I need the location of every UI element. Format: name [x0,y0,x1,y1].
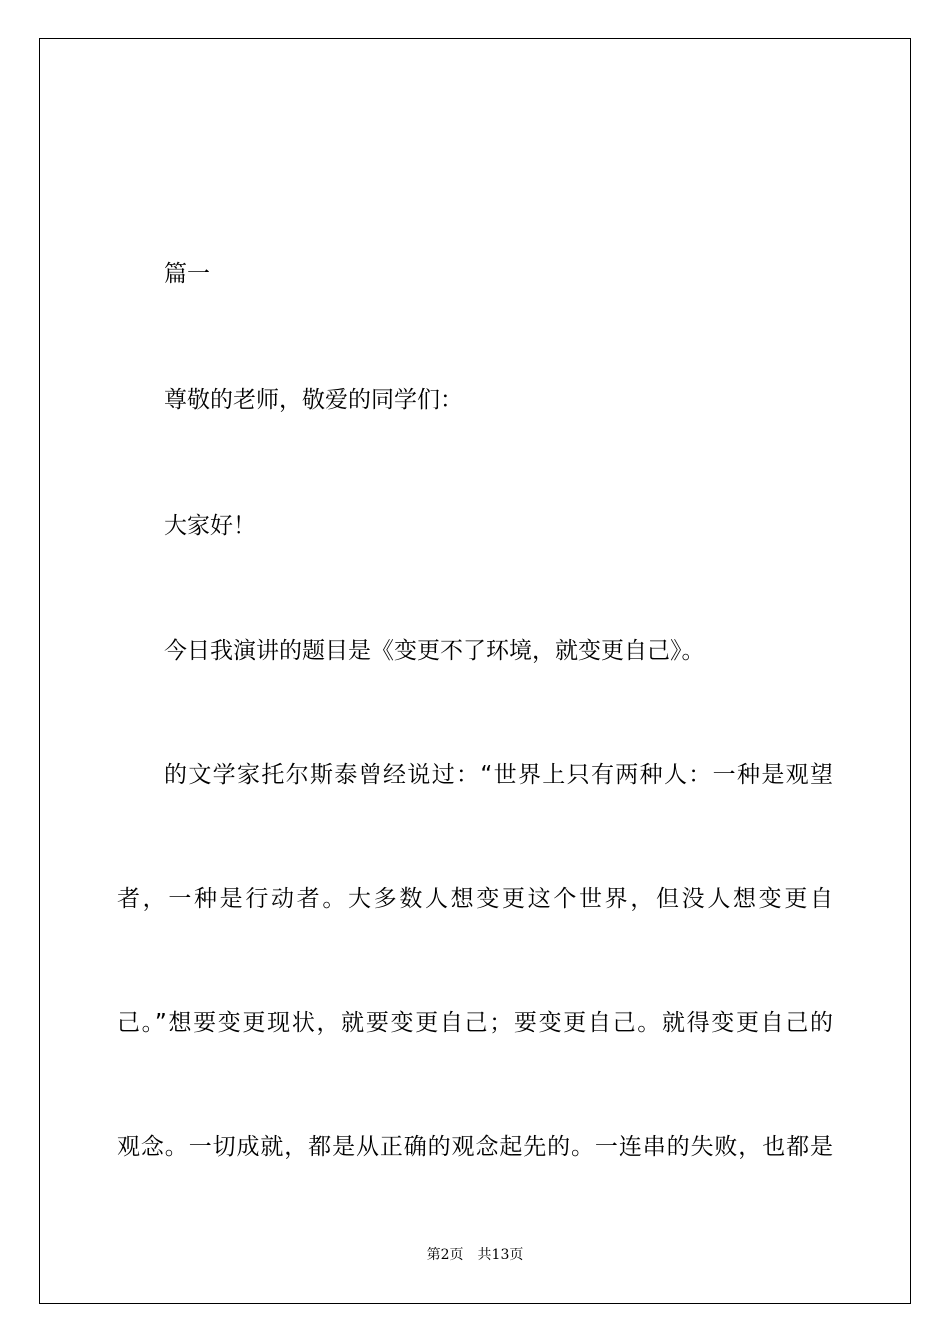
body-line: 者，一种是行动者。大多数人想变更这个世界，但没人想变更自 [117,886,833,912]
speech-topic: 今日我演讲的题目是《变更不了环境，就变更自己》。 [164,638,705,664]
body-line: 己。”想要变更现状，就要变更自己；要变更自己。就得变更自己的 [117,1010,833,1036]
page-number: 第2页 [426,1247,464,1263]
page-border [39,38,911,1304]
greeting: 大家好！ [164,513,256,539]
page-total: 共13页 [477,1247,524,1263]
page-footer [0,1246,950,1264]
salutation: 尊敬的老师，敬爱的同学们： [164,387,463,413]
section-heading: 篇一 [164,261,210,287]
body-line: 的文学家托尔斯泰曾经说过：“世界上只有两种人：一种是观望 [164,762,833,788]
body-line: 观念。一切成就，都是从正确的观念起先的。一连串的失败，也都是 [117,1134,833,1160]
